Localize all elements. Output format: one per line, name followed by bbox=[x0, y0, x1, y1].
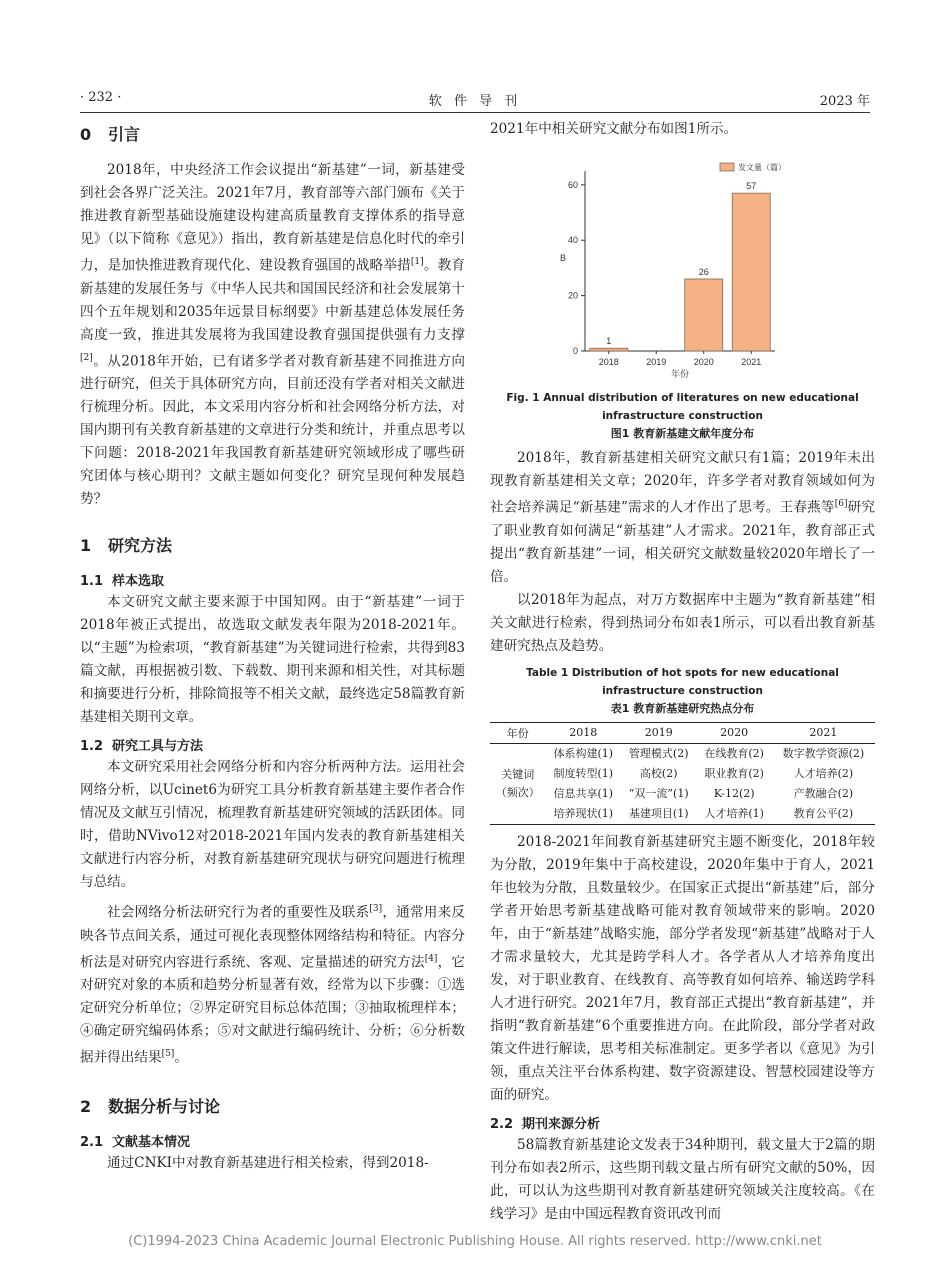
x-tick-label: 2021 bbox=[741, 357, 762, 367]
table-cell: 制度转型(1) bbox=[553, 766, 614, 780]
table-header-cell: 2018 bbox=[546, 722, 621, 743]
table-cell: 培养现状(1) bbox=[546, 804, 621, 825]
x-tick-label: 2019 bbox=[646, 357, 667, 367]
table-cell: 高校(2) bbox=[639, 766, 678, 780]
table-1-caption-en: Table 1 Distribution of hot spots for new educational infrastructure construction bbox=[526, 666, 839, 697]
table-cell: K-12(2) bbox=[713, 786, 755, 800]
bar bbox=[685, 279, 723, 351]
y-axis-label: B bbox=[559, 253, 567, 263]
section-2-heading: 2 数据分析与讨论 bbox=[80, 1096, 221, 1116]
methods-paragraph: 本文研究采用社会网络分析和内容分析两种方法。运用社会网络分析，以Ucinet6为研究工具分析教育新基建主要作者合作情况及文献互引情况，梳理教育新基建研究领域的活跃团体。同时，借助NVivo12对2018-2021年国内发表的教育新基建相关文献进行内容分析，对教育新基建研究现状与研究问题进行梳理与总结。 bbox=[80, 759, 465, 891]
legend-swatch bbox=[720, 163, 734, 171]
table-cell: 人才培养(1) bbox=[697, 804, 772, 825]
sna-paragraph: 社会网络分析法研究行为者的重要性及联系[3]，通常用来反映各节点间关系，通过可视化表现整体网络结构和特征。内容分析法是对研究内容进行系统、客观、定量描述的研究方法[4]，它对研究对象的本质和趋势分析显著有效，经常为以下步骤：①选定研究分析单位；②界定研究目标总体范围；③抽取梳理样本；④确定研究编码体系；⑤对文献进行编码统计、分析；⑥分析数据并得出结果[5]。 bbox=[80, 904, 466, 1066]
section-1-1-heading: 1.1 样本选取 bbox=[80, 574, 165, 590]
table-header-cell: 2020 bbox=[697, 722, 772, 743]
table-header-cell: 2021 bbox=[772, 722, 875, 743]
y-tick-label: 60 bbox=[567, 179, 578, 190]
right-column bbox=[490, 118, 875, 1226]
figure-1-bar-chart bbox=[490, 141, 875, 381]
table-cell: “双一流”(1) bbox=[628, 786, 689, 800]
table-1 bbox=[490, 722, 875, 825]
header-rule bbox=[80, 112, 870, 113]
bar-value-label: 1 bbox=[606, 336, 612, 347]
table-header-cell: 年份 bbox=[490, 722, 546, 743]
table-cell: 人才培养(2) bbox=[793, 766, 854, 780]
table-cell: 体系构建(1) bbox=[553, 746, 614, 760]
row-label: 关键词 （频次） bbox=[490, 743, 546, 824]
table-cell: 产教融合(2) bbox=[793, 786, 854, 800]
data-paragraph-start: 通过CNKI中对教育新基建进行相关检索，得到2018- bbox=[107, 1154, 429, 1171]
hotspot-paragraph: 以2018年为起点，对万方数据库中主题为“教育新基建”相关文献进行检索，得到热词分布如表1所示，可以看出教育新基建研究热点及趋势。 bbox=[490, 591, 875, 654]
table-cell: 管理模式(2) bbox=[628, 746, 689, 760]
table-cell: 信息共享(1) bbox=[553, 786, 614, 800]
table-cell: 数字教学资源(2) bbox=[782, 746, 865, 760]
sample-paragraph: 本文研究文献主要来源于中国知网。由于“新基建”一词于2018年被正式提出，故选取文献发表年限为2018-2021年。以“主题”为检索项，“教育新基建”为关键词进行检索，共得到83篇文献，再根据被引数、下载数、期刊来源和相关性，对其标题和摘要进行分析，排除简报等不相关文献，最终选定58篇教育新基建相关期刊文章。 bbox=[80, 594, 465, 726]
running-header bbox=[80, 90, 870, 112]
section-2-1-heading: 2.1 文献基本情况 bbox=[80, 1134, 191, 1150]
section-1-2-heading: 1.2 研究工具与方法 bbox=[80, 739, 204, 755]
table-row bbox=[490, 784, 875, 804]
figure-1-caption-en: Fig. 1 Annual distribution of literatures on new educational infrastructure construction bbox=[506, 392, 859, 422]
bar-value-label: 26 bbox=[698, 267, 709, 277]
bar bbox=[732, 193, 770, 351]
section-1-heading: 1 研究方法 bbox=[80, 536, 173, 556]
copyright-footer: (C)1994-2023 China Academic Journal Electronic Publishing House. All rights reserved. http://www.cnki.net bbox=[128, 1234, 822, 1249]
section-2-2-heading: 2.2 期刊来源分析 bbox=[490, 1116, 601, 1132]
x-axis-label: 年份 bbox=[670, 369, 690, 379]
journal-source-paragraph: 58篇教育新基建论文发表于34种期刊，载文量大于2篇的期刊分布如表2所示，这些期刊载文量占所有研究文献的50%，因此，可以认为这些期刊对教育新基建研究领域关注度较高。《在线学习》是由中国远程教育资讯改刊而 bbox=[490, 1136, 875, 1222]
page-number: · 232 · bbox=[80, 90, 122, 105]
table-row bbox=[490, 743, 875, 764]
y-tick-label: 20 bbox=[567, 290, 578, 301]
figure-1-caption-cn: 图1 教育新基建文献年度分布 bbox=[610, 427, 755, 440]
intro-paragraph: 2018年，中央经济工作会议提出“新基建”一词，新基建受到社会各界广泛关注。2021年7月，教育部等六部门颁布《关于推进教育新型基础设施建设构建高质量教育支撑体系的指导意见》（以下简称《意见》）指出，教育新基建是信息化时代的牵引力，是加快推进教育现代化、建设教育强国的战略举措[1]。教育新基建的发展任务与《中华人民共和国国民经济和社会发展第十四个五年规划和2035年远景目标纲要》中新基建总体发展任务高度一致，推进其发展将为我国建设教育强国提供强有力支撑[2]。从2018年开始，已有诸多学者对教育新基建不同推进方向进行研究，但关于具体研究方向，目前还没有学者对相关文献进行梳理分析。因此，本文采用内容分析和社会网络分析方法，对国内期刊有关教育新基建的文章进行分类和统计，并重点思考以下问题：2018-2021年我国教育新基建研究领域形成了哪些研究团体与核心期刊？文献主题如何变化？研究呈现何种发展趋势？ bbox=[80, 162, 466, 508]
table-row bbox=[490, 764, 875, 784]
bar-value-label: 57 bbox=[746, 181, 757, 192]
y-tick-label: 0 bbox=[572, 346, 578, 356]
table-cell: 基建项目(1) bbox=[621, 804, 697, 825]
bar bbox=[590, 348, 628, 351]
table-row bbox=[490, 804, 875, 825]
table-cell: 职业教育(2) bbox=[704, 766, 764, 780]
table-header-row bbox=[490, 722, 875, 743]
data-paragraph-cont: 2021年中相关研究文献分布如图1所示。 bbox=[490, 121, 738, 137]
y-tick-label: 40 bbox=[567, 235, 578, 246]
table-header-cell: 2019 bbox=[621, 722, 697, 743]
x-tick-label: 2018 bbox=[598, 357, 619, 367]
left-column bbox=[80, 118, 465, 1175]
table-1-caption-cn: 表1 教育新基建研究热点分布 bbox=[610, 701, 755, 715]
table-cell: 在线教育(2) bbox=[704, 746, 764, 760]
trend-paragraph: 2018年，教育新基建相关研究文献只有1篇；2019年未出现教育新基建相关文章；2020年，许多学者对教育领域如何为社会培养满足“新基建”需求的人才作出了思考。王春燕等[6]研究了职业教育如何满足“新基建”人才需求。2021年，教育部正式提出“教育新基建”一词，相关研究文献数量较2020年增长了一倍。 bbox=[490, 450, 875, 585]
issue-year: 2023 年 bbox=[819, 94, 870, 109]
journal-name: 软 件 导 刊 bbox=[428, 94, 522, 109]
topic-change-paragraph: 2018-2021年间教育新基建研究主题不断变化，2018年较为分散，2019年集中于高校建设，2020年集中于育人，2021年也较为分散，且数量较少。在国家正式提出“新基建”后，部分学者开始思考新基建战略可能对教育领域带来的影响。2020年，由于“新基建”战略实施，部分学者发现“新基建”战略对于人才需求量较大，尤其是跨学科人才。各学者从人才培养角度出发，对于职业教育、在线教育、高等教育如何培养、输送跨学科人才进行研究。2021年7月，教育部正式提出“教育新基建”，并指明“教育新基建”6个重要推进方向。在此阶段，部分学者对政策文件进行解读，思考相关标准制定。更多学者以《意见》为引领，重点关注平台体系构建、数字资源建设、智慧校园建设等方面的研究。 bbox=[490, 833, 875, 1103]
table-cell: 教育公平(2) bbox=[772, 804, 875, 825]
section-0-heading: 0 引言 bbox=[80, 125, 141, 144]
x-tick-label: 2020 bbox=[693, 357, 714, 367]
legend-label: 发文量（篇） bbox=[738, 163, 786, 172]
